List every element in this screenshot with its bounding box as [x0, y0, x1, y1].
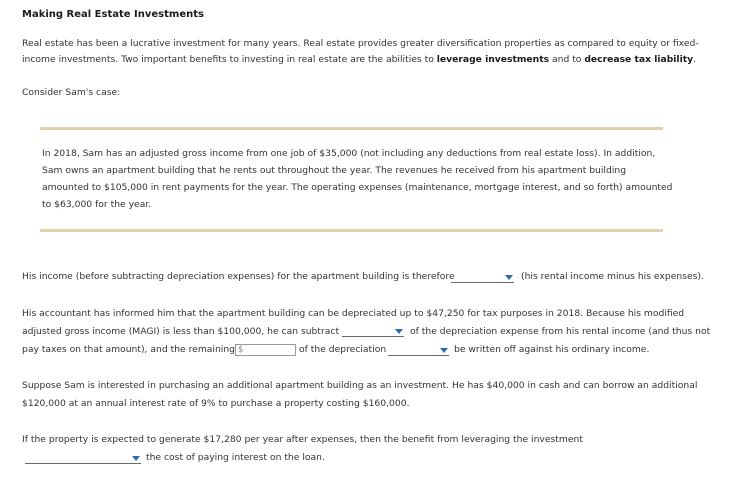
remaining-amount-input[interactable]: $: [235, 344, 296, 356]
q4-line-1: If the property is expected to generate $17,280 per year after expenses, then the benefit from leveraging the investment: [22, 434, 583, 445]
intro-period: .: [693, 54, 697, 65]
intro-line-2: [22, 54, 696, 66]
q2-line-2-after: of the depreciation expense from his rental income (and thus not: [410, 326, 711, 337]
q4-line-2-after: the cost of paying interest on the loan.: [146, 452, 325, 463]
intro-connector: and to: [549, 54, 585, 65]
case-line-1: In 2018, Sam has an adjusted gross income from one job of $35,000 (not including any deductions from real estate loss). In addition,: [42, 148, 656, 159]
q1-text-after: (his rental income minus his expenses).: [521, 271, 704, 282]
q2-line-3-after: be written off against his ordinary income.: [454, 344, 650, 355]
case-line-3: amounted to $105,000 in rent payments for the year. The operating expenses (maintenance, mortgage interest, and so forth) amounted: [42, 182, 673, 193]
intro-line-1: Real estate has been a lucrative investment for many years. Real estate provides greater diversification properties as compared to equity or fixed-: [22, 38, 699, 49]
chevron-down-icon: [505, 275, 513, 280]
q2-line-3-mid: of the depreciation: [299, 344, 387, 355]
q2-line-2-before: adjusted gross income (MAGI) is less than $100,000, he can subtract: [22, 326, 340, 337]
consider-label: Consider Sam's case:: [22, 87, 121, 98]
q2-line-3-before: pay taxes on that amount), and the remaining: [22, 344, 235, 355]
q1-dropdown[interactable]: [451, 272, 514, 283]
chevron-down-icon: [395, 329, 403, 334]
case-line-4: to $63,000 for the year.: [42, 199, 152, 210]
page-title: Making Real Estate Investments: [22, 9, 204, 20]
chevron-down-icon: [132, 456, 140, 461]
intro-text: income investments. Two important benefits to investing in real estate are the abilities to: [22, 54, 437, 65]
case-box-top-rule: [40, 127, 663, 130]
leverage-investments-term: leverage investments: [436, 54, 550, 65]
case-box-bottom-rule: [40, 229, 663, 232]
q2-subtract-dropdown[interactable]: [342, 326, 404, 337]
q1-text-before: His income (before subtracting depreciation expenses) for the apartment building is therefore: [22, 271, 455, 282]
case-line-2: Sam owns an apartment building that he rents out throughout the year. The revenues he received from his apartment building: [42, 165, 627, 176]
chevron-down-icon: [440, 348, 448, 353]
decrease-tax-liability-term: decrease tax liability: [584, 54, 694, 65]
q3-line-1: Suppose Sam is interested in purchasing an additional apartment building as an investment. He has $40,000 in cash and can borrow an additional: [22, 380, 698, 391]
q2-writeoff-dropdown[interactable]: [388, 345, 449, 356]
q4-dropdown[interactable]: [25, 453, 141, 464]
q2-line-1: His accountant has informed him that the apartment building can be depreciated up to $47,250 for tax purposes in 2018. Because his modified: [22, 308, 685, 319]
q3-line-2: $120,000 at an annual interest rate of 9% to purchase a property costing $160,000.: [22, 398, 410, 409]
